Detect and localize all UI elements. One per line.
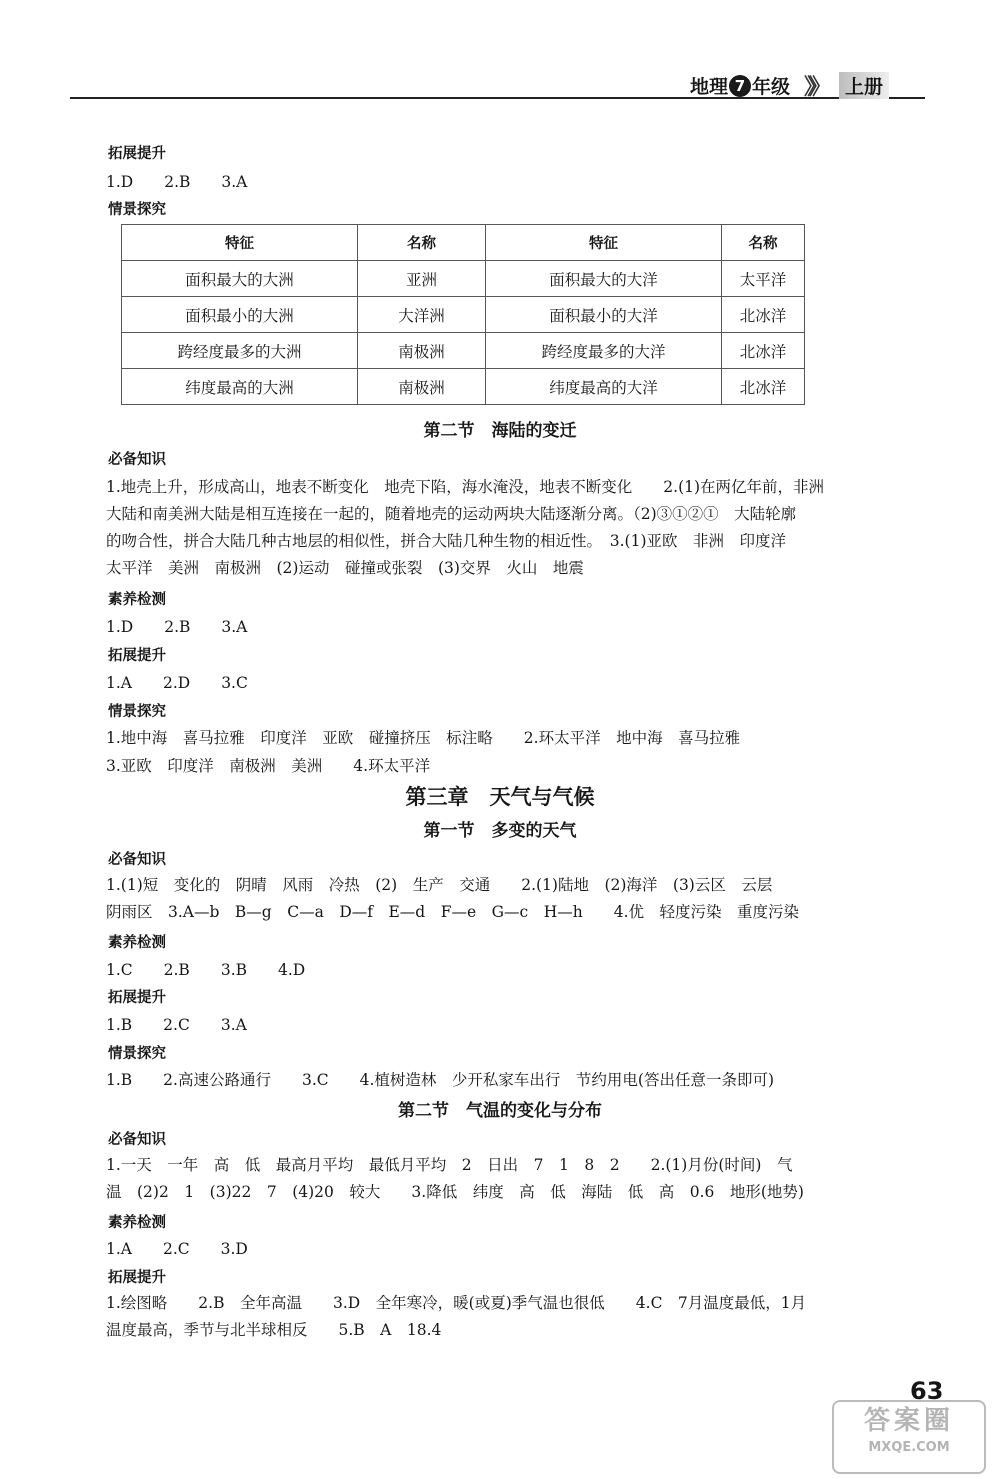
heading-suyang: 素养检测: [108, 935, 166, 951]
paragraph-line: 的吻合性，拼合大陆几种古地层的相似性，拼合大陆几种生物的相近性。 3.(1)亚欧 非洲 印度洋: [106, 532, 786, 550]
volume-label: 上册: [839, 72, 889, 99]
heading-qingjing: 情景探究: [108, 1046, 166, 1062]
section-title: 第一节 多变的天气: [423, 821, 577, 841]
table-cell: 面积最小的大洋: [486, 297, 722, 333]
paragraph-line: 温度最高，季节与北半球相反 5.B A 18.4: [106, 1321, 442, 1339]
heading-suyang: 素养检测: [108, 592, 166, 608]
paragraph-line: 大陆和南美洲大陆是相互连接在一起的，随着地壳的运动两块大陆逐渐分离。（2)③①②① 大陆轮廓: [106, 505, 797, 523]
answers-kuozhan: 1.B 2.C 3.A: [106, 1016, 247, 1034]
table-cell: 跨经度最多的大洲: [122, 333, 358, 369]
table-row: [122, 297, 805, 333]
table-cell: 亚洲: [358, 261, 486, 297]
table-cell: 面积最大的大洲: [122, 261, 358, 297]
running-header: [690, 70, 889, 101]
heading-kuozhan: 拓展提升: [108, 1270, 166, 1286]
table-cell: 北冰洋: [722, 297, 805, 333]
table-cell: 跨经度最多的大洋: [486, 333, 722, 369]
table-header-row: [122, 225, 805, 261]
continents-oceans-table: [121, 224, 805, 405]
paragraph-line: 1.地中海 喜马拉雅 印度洋 亚欧 碰撞挤压 标注略 2.环太平洋 地中海 喜马拉雅: [106, 729, 741, 747]
heading-bibei: 必备知识: [108, 1132, 166, 1148]
watermark-logo: [832, 1400, 986, 1474]
heading-bibei: 必备知识: [108, 852, 166, 868]
heading-suyang: 素养检测: [108, 1215, 166, 1231]
subject-label: 地理: [690, 76, 729, 98]
section-title: 第二节 海陆的变迁: [423, 421, 577, 441]
answers-suyang: 1.A 2.C 3.D: [106, 1240, 248, 1258]
table-header-cell: 名称: [722, 225, 805, 261]
table-cell: 面积最大的大洋: [486, 261, 722, 297]
table-cell: 纬度最高的大洋: [486, 369, 722, 405]
paragraph-line: 1.绘图略 2.B 全年高温 3.D 全年寒冷，暖(或夏)季气温也很低 4.C 7月温度最低，1月: [106, 1294, 807, 1312]
table-cell: 太平洋: [722, 261, 805, 297]
table-header-cell: 特征: [122, 225, 358, 261]
table-row: [122, 369, 805, 405]
answers-kuozhan: 1.D 2.B 3.A: [106, 173, 248, 191]
chapter-title: 第三章 天气与气候: [405, 785, 595, 809]
heading-qingjing: 情景探究: [108, 704, 166, 720]
table-cell: 北冰洋: [722, 333, 805, 369]
heading-kuozhan: 拓展提升: [108, 146, 166, 162]
paragraph-line: 温 (2)2 1 (3)22 7 (4)20 较大 3.降低 纬度 高 低 海陆 低 高 0.6 地形(地势): [106, 1183, 804, 1201]
paragraph-line: 3.亚欧 印度洋 南极洲 美洲 4.环太平洋: [106, 757, 431, 775]
grade-suffix: 年级: [752, 76, 791, 98]
watermark-text: 答案圈: [863, 1406, 954, 1436]
table-cell: 南极洲: [358, 333, 486, 369]
page-number: 63: [910, 1377, 944, 1405]
table-header-cell: 特征: [486, 225, 722, 261]
heading-kuozhan: 拓展提升: [108, 648, 166, 664]
table-cell: 南极洲: [358, 369, 486, 405]
heading-kuozhan: 拓展提升: [108, 990, 166, 1006]
grade-badge: 7: [729, 75, 751, 97]
table-row: [122, 261, 805, 297]
table-cell: 纬度最高的大洲: [122, 369, 358, 405]
paragraph-line: 1.一天 一年 高 低 最高月平均 最低月平均 2 日出 7 1 8 2 2.(1)月份(时间) 气: [106, 1156, 793, 1174]
answers-suyang: 1.C 2.B 3.B 4.D: [106, 961, 306, 979]
watermark-url: MXQE.COM: [868, 1440, 950, 1455]
paragraph-line: 阴雨区 3.A—b B—g C—a D—f E—d F—e G—c H—h 4.优 轻度污染 重度污染: [106, 903, 799, 921]
table-row: [122, 333, 805, 369]
answers-kuozhan: 1.A 2.D 3.C: [106, 674, 248, 692]
answers-qingjing: 1.B 2.高速公路通行 3.C 4.植树造林 少开私家车出行 节约用电(答出任意一条即可): [106, 1071, 775, 1089]
table-cell: 面积最小的大洲: [122, 297, 358, 333]
heading-qingjing: 情景探究: [108, 202, 166, 218]
paragraph-line: 1.地壳上升，形成高山，地表不断变化 地壳下陷，海水淹没，地表不断变化 2.(1)在两亿年前，非洲: [106, 478, 825, 496]
heading-bibei: 必备知识: [108, 452, 166, 468]
paragraph-line: 1.(1)短 变化的 阴晴 风雨 冷热 (2) 生产 交通 2.(1)陆地 (2)海洋 (3)云区 云层: [106, 876, 773, 894]
answers-suyang: 1.D 2.B 3.A: [106, 618, 248, 636]
table-header-cell: 名称: [358, 225, 486, 261]
paragraph-line: 太平洋 美洲 南极洲 (2)运动 碰撞或张裂 (3)交界 火山 地震: [106, 559, 584, 577]
section-title: 第二节 气温的变化与分布: [398, 1101, 602, 1121]
table-cell: 北冰洋: [722, 369, 805, 405]
table-cell: 大洋洲: [358, 297, 486, 333]
double-chevron-icon: 》》: [804, 75, 826, 100]
